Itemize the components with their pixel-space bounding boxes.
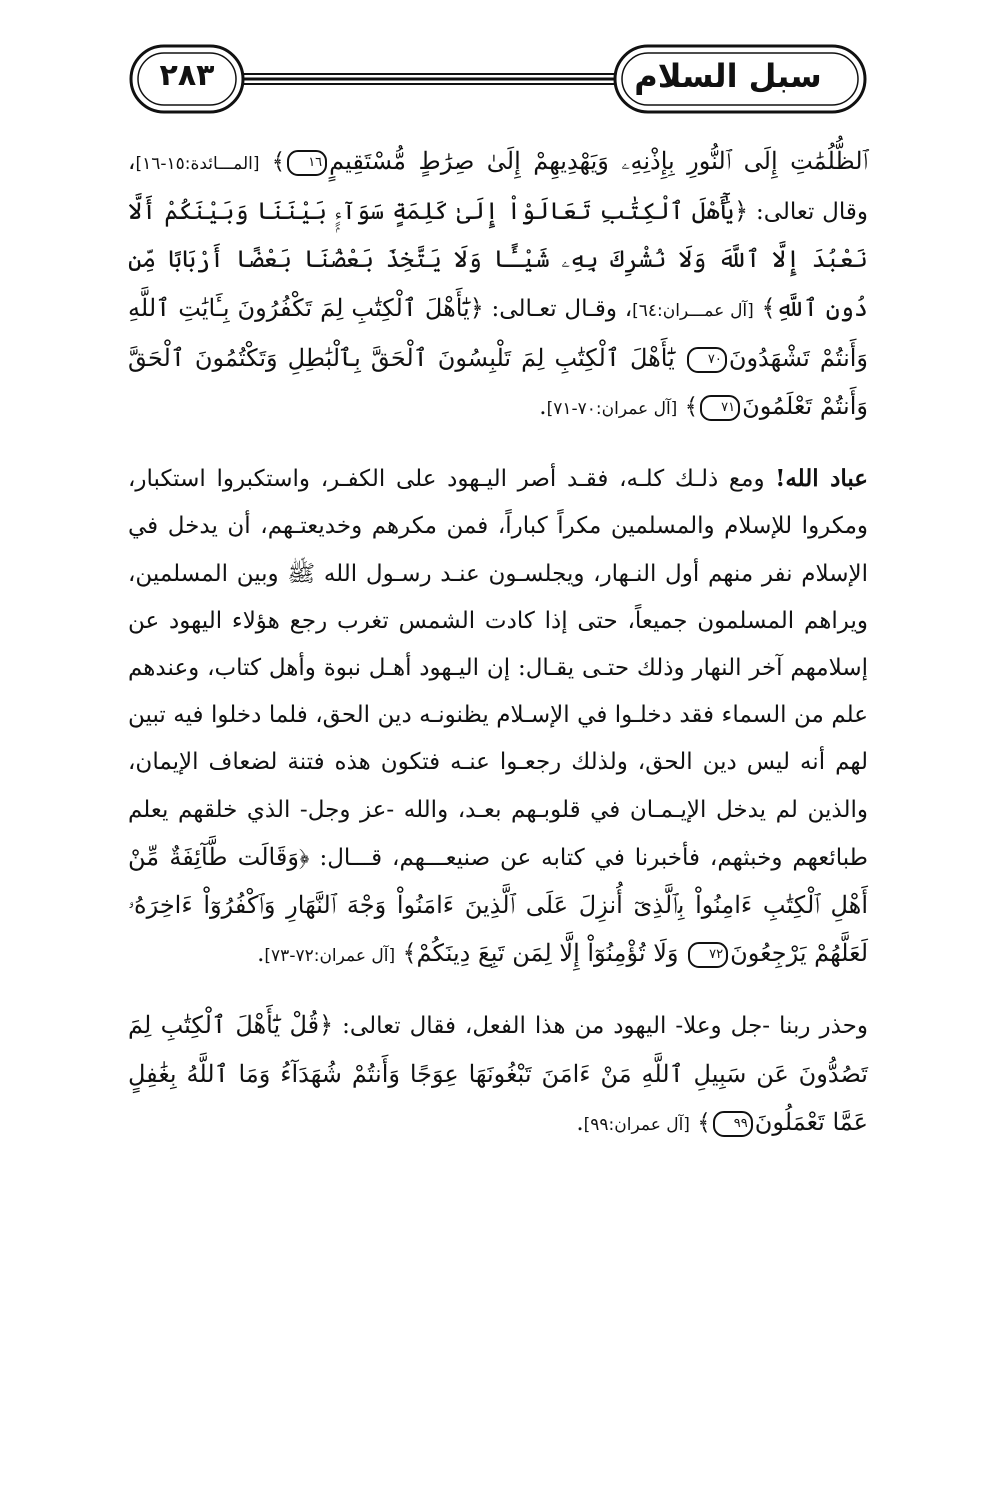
page-header bbox=[125, 38, 875, 120]
body-text: . bbox=[539, 394, 547, 421]
ayah-number-marker: ٧١ bbox=[700, 395, 740, 421]
body-text: ﴾ bbox=[689, 1109, 711, 1136]
quran-verse: ﴿قُلْ يَٰٓأَهْلَ ٱلْكِتَٰبِ لِمَ تَصُدُّونَ عَن سَبِيلِ ٱللَّهِ مَنْ ءَامَنَ تَبْغُونَهَا عِوَجًا وَأَنتُمْ شُهَدَآءُ وَمَا ٱللَّهُ بِغَٰفِلٍ عَمَّا تَعْمَلُونَ bbox=[128, 1011, 868, 1136]
body-text: وحذر ربنا -جل وعلا- اليهود من هذا الفعل، فقال تعالى: bbox=[333, 1013, 868, 1040]
ayah-number-marker: ٧٢ bbox=[688, 942, 728, 968]
book-title: سبل السلام bbox=[634, 57, 822, 95]
ayah-number-marker: ٩٩ bbox=[713, 1111, 753, 1137]
body-text bbox=[754, 296, 762, 322]
body-text: ﴾ bbox=[677, 394, 699, 421]
verse-reference: [المـــائدة:١٥-١٦] bbox=[135, 154, 260, 174]
verse-reference: [آل عمران:٩٩] bbox=[583, 1114, 690, 1135]
paragraph-3 bbox=[128, 1002, 868, 1149]
paragraph-1 bbox=[128, 138, 868, 433]
body-text: ، وقال تعالى: bbox=[128, 149, 868, 226]
body-text: ومع ذلـك كلـه، فقـد أصر اليـهود على الكفـر، واستكبروا استكبار، ومكروا للإسلام والمسلمين مكراً كباراً، فمن مكرهم وخديعتـهم، أن يدخل في الإسلام نفر منهم أول النـهار، ويجلسـون عنـد رسـول الله ﷺ وبين المسلمين، ويراهم المسلمون جميعاً، حتى إذا كادت الشمس تغرب رجع هؤلاء اليهود عن إسلامهم آخر النهار وذلك حتـى يقـال: إن اليـهود أهـل نبوة وأهل كتاب، وعندهم علم من السماء فقد دخلـوا في الإسـلام يظنونـه دين الحق، فلما دخلوا فيه تبين لهم أنه ليس دين الحق، ولذلك رجعـوا عنـه فتكون هذه فتنة لضعاف الإيمان، والذين لم يدخل الإيـمـان في قلوبـهم بعـد، والله -عز وجل- الذي خلقهم يعلم طبائعهم وخبثهم، فأخبرنا في كتابه عن صنيعـــهم، قـــال: bbox=[128, 466, 868, 871]
quran-verse: ٱلظُّلُمَٰتِ إِلَى ٱلنُّورِ بِإِذْنِهِۦ وَيَهْدِيهِمْ إِلَىٰ صِرَٰطٍ مُّسْتَقِيمٍ bbox=[329, 147, 869, 175]
ayah-number-marker: ٧٠ bbox=[687, 347, 727, 373]
quran-verse: ﴿يَٰٓأَهْلَ ٱلْكِتَٰبِ لِمَ تَكْفُرُونَ بِـَٔايَٰتِ ٱللَّهِ وَأَنتُمْ تَشْهَدُونَ bbox=[128, 293, 869, 372]
quran-verse: وَلَا تُؤْمِنُوٓاْ إِلَّا لِمَن تَبِعَ دِينَكُمْ﴾ bbox=[402, 939, 687, 968]
page-body bbox=[128, 138, 868, 1149]
quran-verse: يَٰٓأَهْلَ ٱلْكِتَٰبِ لِمَ تَلْبِسُونَ ٱلْحَقَّ بِٱلْبَٰطِلِ وَتَكْتُمُونَ ٱلْحَقَّ وَأَنتُمْ تَعْلَمُونَ bbox=[128, 343, 868, 421]
verse-reference: [آل عمران:٧٠-٧١] bbox=[546, 399, 678, 420]
page-number: ٢٨٣ bbox=[159, 58, 215, 93]
ayah-number-marker: ١٦ bbox=[287, 150, 327, 176]
verse-reference: [آل عمران:٧٢-٧٣] bbox=[264, 946, 396, 967]
body-text: ، وقـال تعـالى: bbox=[483, 295, 633, 322]
verse-reference: [آل عمـــران:٦٤] bbox=[632, 300, 754, 321]
body-text: . bbox=[257, 941, 265, 968]
quran-verse: ﴿يَٰٓأَهْلَ ٱلْكِتَٰبِ تَعَالَوْاْ إِلَىٰ كَلِمَةٍ سَوَآءٍۭ بَيْنَنَا وَبَيْنَكُمْ أَلَّا نَعْبُدَ إِلَّا ٱللَّهَ وَلَا نُشْرِكَ بِهِۦ شَيْـًٔا وَلَا يَتَّخِذَ بَعْضُنَا بَعْضًا أَرْبَابًا مِّن دُونِ ٱللَّهِ﴾ bbox=[128, 197, 868, 322]
body-text: ﴾ bbox=[259, 149, 286, 175]
quran-verse: ﴿وَقَالَت طَّآئِفَةٌ مِّنْ أَهْلِ ٱلْكِتَٰبِ ءَامِنُواْ بِٱلَّذِىٓ أُنزِلَ عَلَى ٱلَّذِينَ ءَامَنُواْ وَجْهَ ٱلنَّهَارِ وَٱكْفُرُوٓاْ ءَاخِرَهُۥ لَعَلَّهُمْ يَرْجِعُونَ bbox=[128, 842, 868, 968]
lead-phrase: عباد الله! bbox=[775, 465, 868, 493]
paragraph-2 bbox=[128, 455, 868, 980]
body-text: . bbox=[576, 1109, 584, 1136]
